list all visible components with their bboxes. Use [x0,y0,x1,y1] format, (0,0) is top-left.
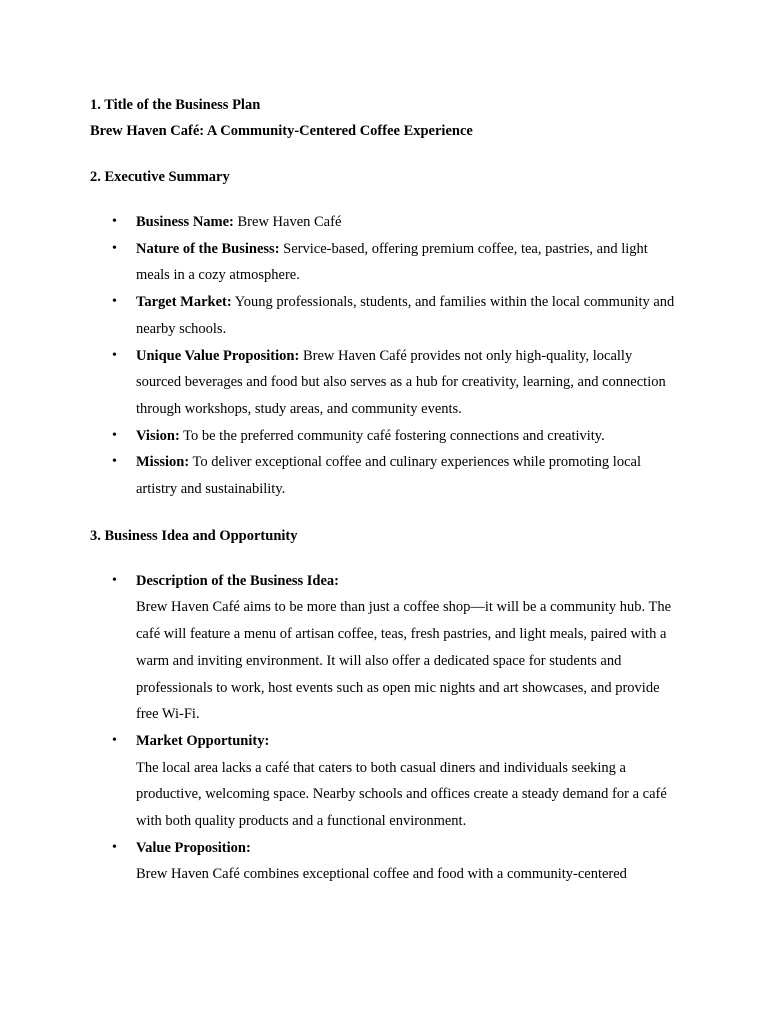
list-item [90,835,680,888]
item-text: To deliver exceptional coffee and culinary experiences while promoting local artistry and sustainability. [136,454,641,498]
item-term: Description of the Business Idea: [136,572,340,589]
item-text: The local area lacks a café that caters to both casual diners and individuals seeking a productive, welcoming space. Nearby schools and offices create a steady demand for a café with both quality products and a functional environment. [136,759,667,830]
list-item [90,236,680,289]
item-text: Brew Haven Café combines exceptional coffee and food with a community-centered [136,866,627,883]
document-page [90,92,680,888]
executive-summary-list [90,209,680,503]
item-term: Vision: [136,427,180,444]
item-term: Market Opportunity: [136,732,270,749]
list-item [90,343,680,423]
business-plan-title: Brew Haven Café: A Community-Centered Coffee Experience [90,123,473,139]
list-item [90,289,680,342]
item-term: Target Market: [136,294,232,311]
item-text: Brew Haven Café aims to be more than just a coffee shop—it will be a community hub. The café will feature a menu of artisan coffee, teas, fresh pastries, and light meals, paired with a warm and inviting environment. It will also offer a dedicated space for students and professionals to work, host events such as open mic nights and art showcases, and provide free Wi-Fi. [136,599,672,723]
item-text: Service-based, offering premium coffee, tea, pastries, and light meals in a cozy atmosphere. [136,240,648,284]
item-text: Brew Haven Café provides not only high-quality, locally sourced beverages and food but also serves as a hub for creativity, learning, and connection through workshops, study areas, and community events. [136,347,666,417]
section-3-heading: 3. Business Idea and Opportunity [90,527,298,544]
business-idea-list [90,568,680,888]
item-term: Mission: [136,454,190,471]
item-text: Young professionals, students, and families within the local community and nearby schools. [136,294,675,337]
item-term: Value Proposition: [136,839,251,856]
list-item [90,209,680,236]
section-2-heading: 2. Executive Summary [90,169,230,185]
list-item [90,423,680,450]
item-term: Unique Value Proposition: [136,347,300,364]
item-text: Brew Haven Café [233,214,342,230]
list-item [90,449,680,502]
item-text: To be the preferred community café fostering connections and creativity. [179,427,605,444]
list-item [90,568,680,728]
list-item [90,728,680,835]
section-1-heading: 1. Title of the Business Plan [90,97,261,113]
item-term: Nature of the Business: [136,240,280,257]
item-term: Business Name: [136,214,234,230]
